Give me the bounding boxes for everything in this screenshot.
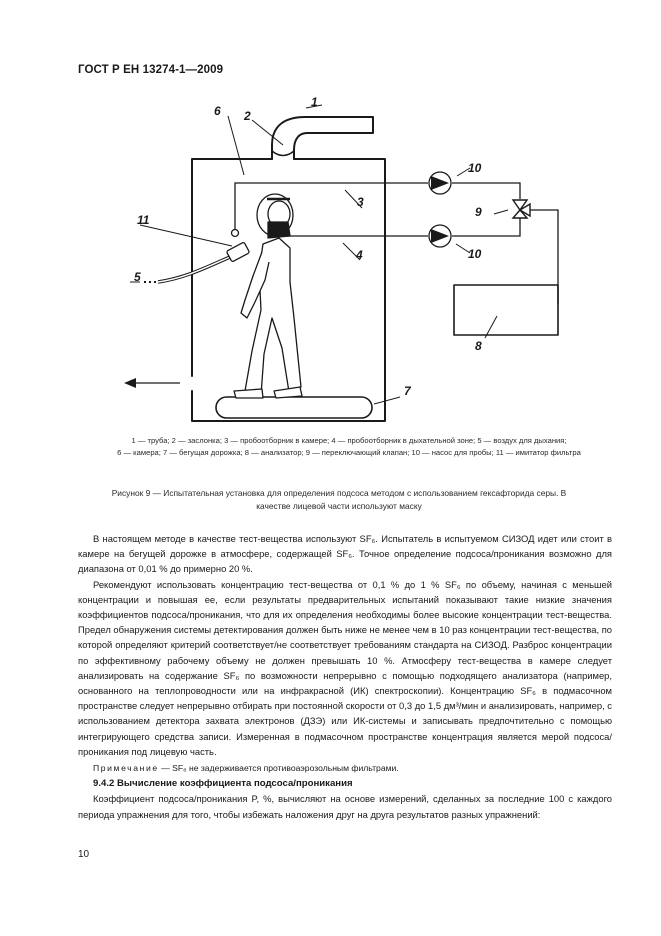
- analyzer-box: [454, 285, 558, 335]
- legend-line-1: 1 — труба; 2 — заслонка; 3 — пробоотборник в камере; 4 — пробоотборник в дыхательной зоне; 5 — воздух для дыхания;: [131, 436, 567, 445]
- callout-6: 6: [214, 104, 221, 118]
- body-text: [78, 531, 612, 822]
- callout-10-top: 10: [468, 161, 482, 175]
- note-label: Примечание: [93, 763, 159, 774]
- callout-4: 4: [356, 248, 363, 262]
- pipe: [272, 117, 373, 159]
- callout-1: 1: [311, 95, 318, 109]
- callout-10-bottom: 10: [468, 247, 482, 261]
- section-heading: 9.4.2 Вычисление коэффициента подсоса/проникания: [93, 778, 353, 790]
- callout-2: 2: [244, 109, 251, 123]
- damper: [272, 151, 294, 156]
- treadmill: [216, 397, 372, 418]
- paragraph-2: Рекомендуют использовать концентрацию тест-вещества от 0,1 % до 1 % SF₆ по объему, начиная с меньшей концентрации и повышая ее, если результаты предварительных испытаний показывают такие низкие значения коэффициентов подсоса/проникания, что для их определения необходимы более высокие концентрации тест-вещества. Предел обнаружения системы детектирования должен быть ниже не менее чем в 10 раз концентрации тест-вещества, по которой определяют критерий соответствует/не соответствует требованиям стандарта на СИЗОД. Разброс концентрации по эффективному рабочему объему не должен превышать 10 %. Атмосферу тест-вещества в камере следует анализировать на содержание SF₆ по возможности непрерывно с помощью подходящего анализатора (например, основанного на теплопроводности или на инфракрасной (ИК) спектроскопии). Концентрацию SF₆ в подмасочном пространстве следует непрерывно отбирать при постоянной скорости от 0,3 до 1,5 дм³/мин и анализировать, например, с использованием детектора захвата электронов (ДЗЭ) или ИК-системы и записывать предпочтительно с помощью интегрирующего средства записи. Измеренная в подмасочном пространстве концентрация является мерой подсоса/проникания под лицевую часть.: [78, 578, 612, 757]
- legend-line-2: 6 — камера; 7 — бегущая дорожка; 8 — анализатор; 9 — переключающий клапан; 10 — насос для пробы; 11 — имитатор фильтра: [117, 447, 581, 457]
- note-text: — SF₆ не задерживается противоаэрозольным фильтрами.: [158, 763, 399, 774]
- callout-7: 7: [404, 384, 411, 398]
- paragraph-1: В настоящем методе в качестве тест-вещества используют SF₆. Испытатель в испытуемом СИЗОД идет или стоит в камере на бегущей дорожке в атмосфере, содержащей SF₆. Точное определение подсоса/проникания возможно для диапазона от 0,01 % до примерно 20 %.: [78, 533, 612, 575]
- paragraph-3: Коэффициент подсоса/проникания P, %, вычисляют на основе измерений, сделанных за последние 100 с каждого периода упражнения для того, чтобы избежать наложения друг на друга результатов разных упражнений:: [78, 793, 612, 820]
- document-header: ГОСТ Р ЕН 13274-1—2009: [78, 64, 224, 76]
- page-number: 10: [78, 849, 90, 860]
- callout-3: 3: [357, 195, 364, 209]
- breathing-air-hose: [158, 257, 230, 282]
- figure-legend: [86, 435, 612, 458]
- callout-5: 5: [134, 270, 141, 284]
- callout-11: 11: [137, 213, 150, 227]
- test-subject-figure: [234, 194, 302, 398]
- chamber-probe: [232, 230, 239, 237]
- callout-8: 8: [475, 339, 482, 353]
- callout-9: 9: [475, 205, 482, 219]
- switching-valve: [513, 200, 530, 218]
- figure-caption: Рисунок 9 — Испытательная установка для определения подсоса методом с использованием гексафторида серы. В качестве лицевой части используют маску: [111, 488, 567, 511]
- note: [78, 761, 612, 776]
